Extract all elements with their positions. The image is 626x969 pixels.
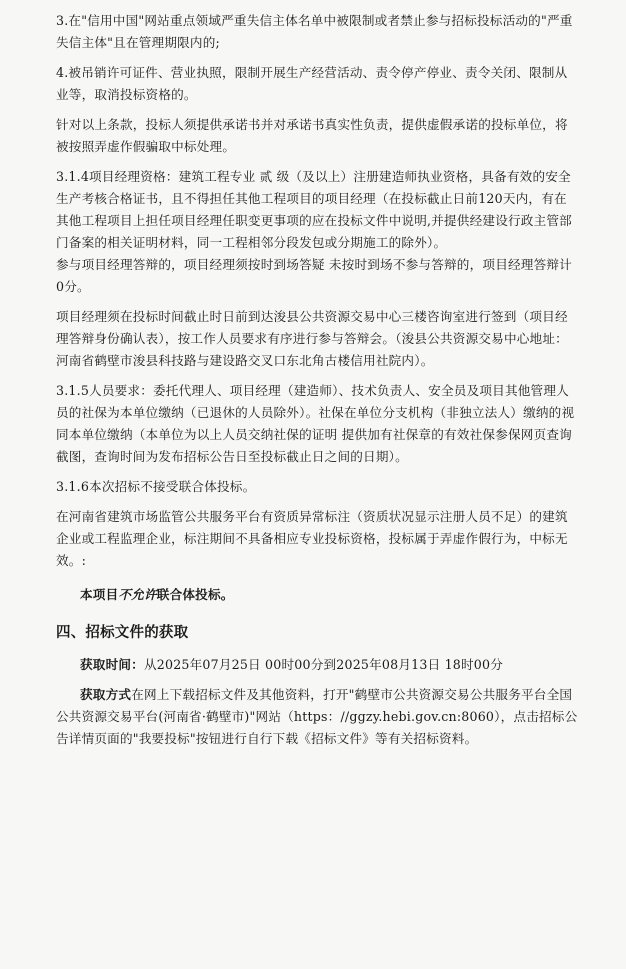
no-joint-bid-emphasis: 不允许 — [118, 587, 157, 602]
personnel-requirement-paragraph: 3.1.5人员要求：委托代理人、项目经理（建造师）、技术负责人、安全员及项目其他管理人员的社保为本单位缴纳（已退休的人员除外）。社保在单位分支机构（非独立法人）缴纳的视同本单位缴纳（本单位为以上人员交纳社保的证明 提供加有社保章的有效社保参保网页查询截图，查询时间为发布招标公告日至投标截止日之间的日期）。 — [56, 383, 575, 464]
acquisition-time-value: 从2025年07月25日 00时00分到2025年08月13日 18时00分 — [143, 657, 504, 672]
sign-in-paragraph: 项目经理须在投标时间截止时日前到达浚县公共资源交易中心三楼咨询室进行签到（项目经理答辩身份确认表），按工作人员要求有序进行参与答辩会。（浚县公共资源交易中心地址：河南省鹤壁市浚县科技路与建设路交叉口东北角古楼信用社院内）。 — [56, 309, 568, 368]
defense-paragraph: 参与项目经理答辩的，项目经理须按时到场答疑 未按时到场不参与答辩的，项目经理答辩计0分。 — [56, 257, 572, 294]
project-manager-qualification-paragraph: 3.1.4项目经理资格：建筑工程专业 贰 级（及以上）注册建造师执业资格，具备有效的安全生产考核合格证书，且不得担任其他工程项目的项目经理（在投标截止日前120天内，有在其他工程项目上担任项目经理任职变更事项的应在投标文件中说明,并提供经建设行政主管部门备案的相关证明材料，同一工程相邻分段发包或分期施工的除外）。 — [56, 169, 572, 250]
clause-3-paragraph: 3.在"信用中国"网站重点领域严重失信主体名单中被限制或者禁止参与招标投标活动的"严重失信主体"且在管理期限内的; — [56, 13, 573, 50]
acquisition-time-paragraph — [56, 654, 578, 676]
commitment-paragraph: 针对以上条款，投标人须提供承诺书并对承诺书真实性负责，提供虚假承诺的投标单位，将被按照弄虚作假骗取中标处理。 — [56, 117, 568, 154]
qualification-abnormal-paragraph: 在河南省建筑市场监管公共服务平台有资质异常标注（资质状况显示注册人员不足）的建筑企业或工程监理企业，标注期间不具备相应专业投标资格，投标属于弄虚作假行为，中标无效。: — [56, 509, 568, 568]
acquisition-time-label: 获取时间： — [80, 657, 144, 672]
no-joint-bid-paragraph — [56, 584, 578, 606]
acquisition-method-value: 在网上下载招标文件及其他资料，打开"鹤壁市公共资源交易公共服务平台全国公共资源交易平台(河南省·鹤壁市)"网站（https：//ggzy.hebi.gov.cn:8060），点击招标公告详情页面的"我要投标"按钮进行自行下载《招标文件》等有关招标资料。 — [56, 687, 578, 746]
acquisition-method-paragraph — [56, 684, 578, 750]
joint-bid-paragraph: 3.1.6本次招标不接受联合体投标。 — [56, 479, 256, 494]
acquisition-method-label: 获取方式 — [80, 687, 132, 702]
section-heading: 四、招标文件的获取 — [56, 625, 189, 641]
no-joint-bid-pre: 本项目 — [80, 587, 119, 602]
no-joint-bid-post: 联合体投标。 — [156, 587, 234, 602]
clause-4-paragraph: 4.被吊销许可证件、营业执照，限制开展生产经营活动、责令停产停业、责令关闭、限制从业等，取消投标资格的。 — [56, 65, 568, 102]
